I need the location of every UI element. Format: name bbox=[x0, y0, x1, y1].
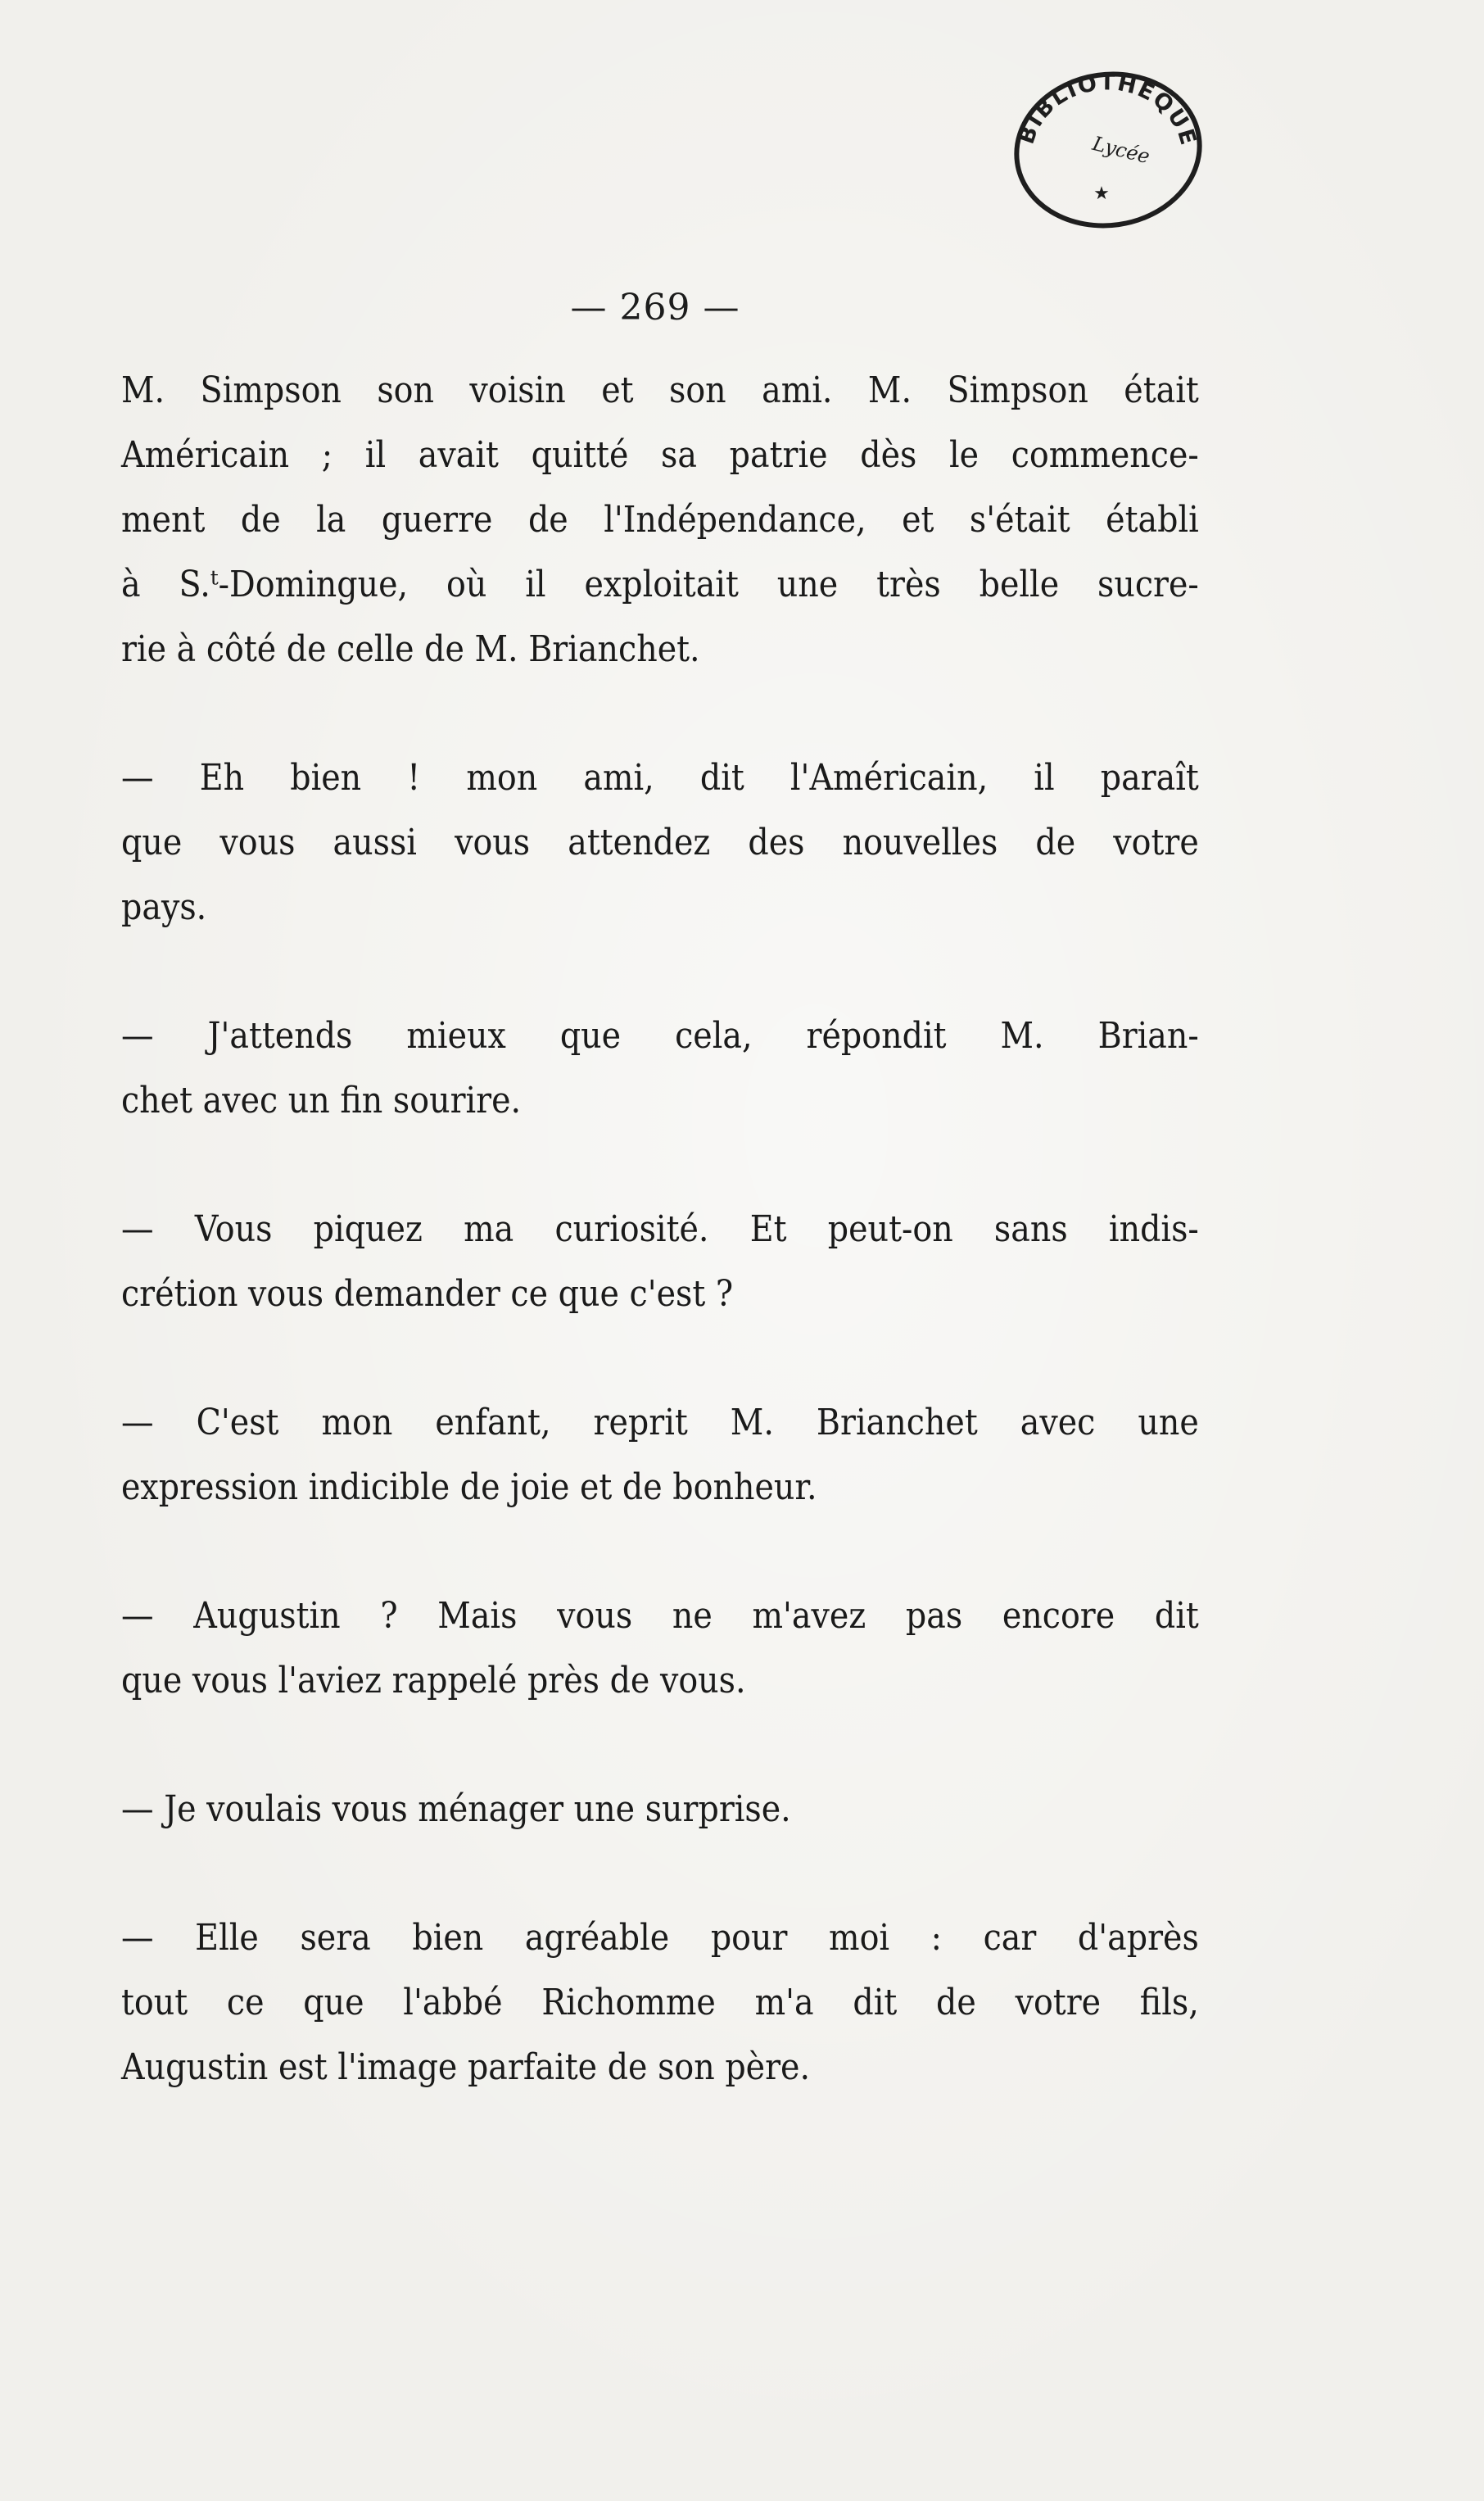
paragraph-gap bbox=[121, 1842, 1199, 1905]
text-line: Américain ; il avait quitté sa patrie dès le commence- bbox=[121, 434, 1199, 476]
paragraph bbox=[121, 1584, 1199, 1713]
text-line: à S.ᵗ-Domingue, où il exploitait une très belle sucre- bbox=[121, 564, 1199, 605]
stamp-ring-text: BIBLIOTHÈQUE bbox=[1013, 70, 1201, 150]
library-stamp bbox=[1003, 61, 1208, 229]
paragraph bbox=[121, 1004, 1199, 1133]
paragraph-gap bbox=[121, 1713, 1199, 1777]
paragraph bbox=[121, 745, 1199, 940]
text-line: — Augustin ? Mais vous ne m'avez pas encore dit bbox=[121, 1595, 1199, 1637]
text-line: pays. bbox=[121, 886, 207, 928]
paragraph bbox=[121, 1197, 1199, 1326]
page-number: — 269 — bbox=[570, 287, 740, 328]
paragraph bbox=[121, 1905, 1199, 2100]
text-line: expression indicible de joie et de bonheur. bbox=[121, 1466, 817, 1508]
paragraph-gap bbox=[121, 1520, 1199, 1584]
text-line: — J'attends mieux que cela, répondit M. Brian- bbox=[121, 1015, 1199, 1057]
text-line: tout ce que l'abbé Richomme m'a dit de votre fils, bbox=[121, 1982, 1199, 2023]
paragraph-gap bbox=[121, 1326, 1199, 1390]
text-line: — Je voulais vous ménager une surprise. bbox=[121, 1788, 791, 1830]
stamp-center-text: Lycée bbox=[1090, 132, 1152, 169]
text-line: que vous aussi vous attendez des nouvelles de votre bbox=[121, 822, 1199, 863]
text-line: rie à côté de celle de M. Brianchet. bbox=[121, 628, 700, 670]
text-line: — Elle sera bien agréable pour moi : car d'après bbox=[121, 1917, 1199, 1959]
paragraph bbox=[121, 358, 1199, 682]
text-line: que vous l'aviez rappelé près de vous. bbox=[121, 1660, 746, 1701]
text-line: chet avec un fin sourire. bbox=[121, 1080, 522, 1121]
text-line: ment de la guerre de l'Indépendance, et s'était établi bbox=[121, 499, 1199, 541]
paragraph bbox=[121, 1390, 1199, 1520]
text-line: crétion vous demander ce que c'est ? bbox=[121, 1273, 734, 1315]
paragraph-gap bbox=[121, 682, 1199, 745]
text-line: Augustin est l'image parfaite de son père. bbox=[121, 2046, 811, 2088]
body-text bbox=[121, 358, 1199, 2100]
stamp-star-icon: ★ bbox=[1093, 183, 1110, 204]
text-line: — Vous piquez ma curiosité. Et peut-on sans indis- bbox=[121, 1208, 1199, 1250]
paragraph-gap bbox=[121, 1133, 1199, 1197]
paragraph bbox=[121, 1777, 1199, 1842]
paragraph-gap bbox=[121, 940, 1199, 1004]
text-line: — C'est mon enfant, reprit M. Brianchet avec une bbox=[121, 1402, 1199, 1443]
text-line: — Eh bien ! mon ami, dit l'Américain, il paraît bbox=[121, 757, 1199, 799]
text-line: M. Simpson son voisin et son ami. M. Simpson était bbox=[121, 369, 1199, 411]
